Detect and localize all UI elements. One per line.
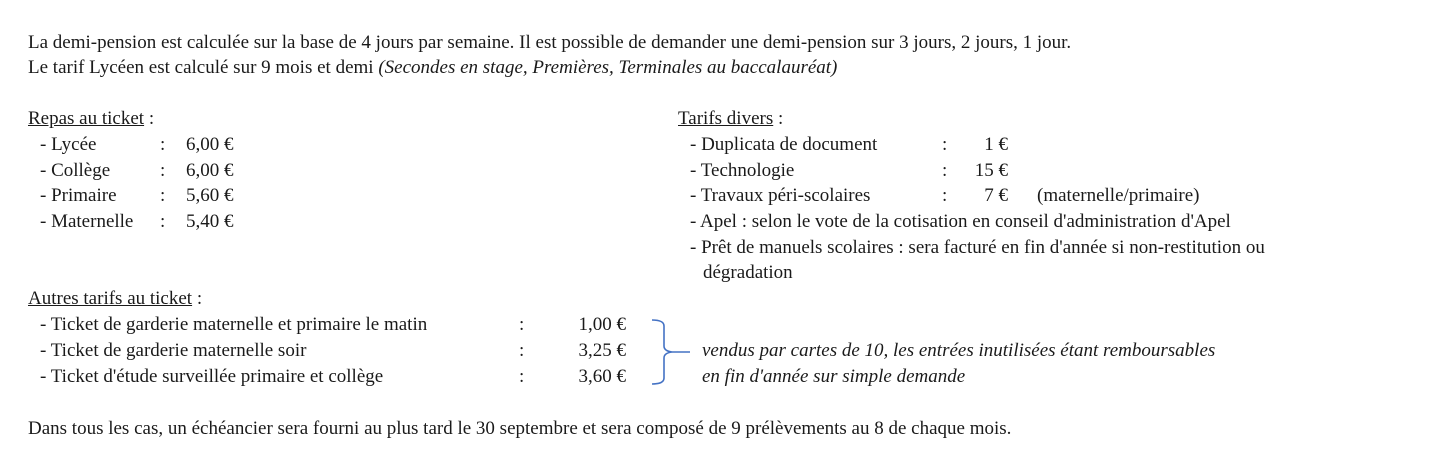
divers-apel: - Apel : selon le vote de la cotisation en conseil d'administration d'Apel (690, 211, 1231, 232)
divers-price-1: 15 € (974, 160, 1008, 181)
autres-price-2: 3,60 € (578, 366, 626, 387)
divers-sep-1: : (942, 160, 948, 181)
divers-price-2: 7 € (984, 185, 1008, 206)
tarifs-divers-title-suffix: : (773, 108, 784, 129)
repas-price-1: 6,00 € (186, 160, 234, 181)
autres-price-1: 3,25 € (578, 340, 626, 361)
repas-title-suffix: : (144, 108, 155, 129)
intro-line-1: La demi-pension est calculée sur la base de 4 jours par semaine. Il est possible de demander une demi-pension sur 3 jours, 2 jours, 1 jour. (28, 32, 1072, 53)
intro-line-2-text: Le tarif Lycéen est calculé sur 9 mois et demi (28, 57, 379, 78)
tarifs-divers-heading (678, 108, 783, 130)
repas-heading (28, 108, 154, 130)
repas-price-3: 5,40 € (186, 211, 234, 232)
autres-sep-2: : (519, 366, 525, 387)
tarifs-divers-title: Tarifs divers (678, 108, 774, 129)
divers-sep-2: : (942, 185, 948, 206)
curly-brace-icon (650, 318, 694, 386)
divers-sep-0: : (942, 134, 948, 155)
autres-title: Autres tarifs au ticket (28, 288, 193, 309)
autres-label-0: - Ticket de garderie maternelle et primaire le matin (40, 314, 428, 335)
repas-sep-1: : (160, 160, 166, 181)
autres-label-2: - Ticket d'étude surveillée primaire et collège (40, 366, 384, 387)
autres-title-suffix: : (192, 288, 203, 309)
repas-label-2: - Primaire (40, 185, 117, 206)
autres-price-0: 1,00 € (578, 314, 626, 335)
divers-pret-line-2: dégradation (703, 262, 793, 283)
autres-sep-0: : (519, 314, 525, 335)
repas-price-2: 5,60 € (186, 185, 234, 206)
footer-text: Dans tous les cas, un échéancier sera fourni au plus tard le 30 septembre et sera composé de 9 prélèvements au 8 de chaque mois. (28, 418, 1012, 439)
autres-note-line-1: vendus par cartes de 10, les entrées inutilisées étant remboursables (702, 340, 1216, 361)
intro-line-2-italic: (Secondes en stage, Premières, Terminales au baccalauréat) (378, 57, 838, 78)
repas-sep-0: : (160, 134, 166, 155)
repas-title: Repas au ticket (28, 108, 145, 129)
divers-label-0: - Duplicata de document (690, 134, 878, 155)
repas-price-0: 6,00 € (186, 134, 234, 155)
divers-note-2: (maternelle/primaire) (1037, 185, 1200, 206)
autres-heading (28, 288, 202, 310)
autres-label-1: - Ticket de garderie maternelle soir (40, 340, 307, 361)
intro-line-2 (28, 57, 837, 79)
repas-label-0: - Lycée (40, 134, 97, 155)
divers-label-2: - Travaux péri-scolaires (690, 185, 871, 206)
divers-pret-line-1: - Prêt de manuels scolaires : sera facturé en fin d'année si non-restitution ou (690, 237, 1265, 258)
repas-sep-3: : (160, 211, 166, 232)
autres-note-line-2: en fin d'année sur simple demande (702, 366, 966, 387)
divers-price-0: 1 € (984, 134, 1008, 155)
repas-label-1: - Collège (40, 160, 111, 181)
autres-sep-1: : (519, 340, 525, 361)
repas-sep-2: : (160, 185, 166, 206)
repas-label-3: - Maternelle (40, 211, 134, 232)
divers-label-1: - Technologie (690, 160, 795, 181)
